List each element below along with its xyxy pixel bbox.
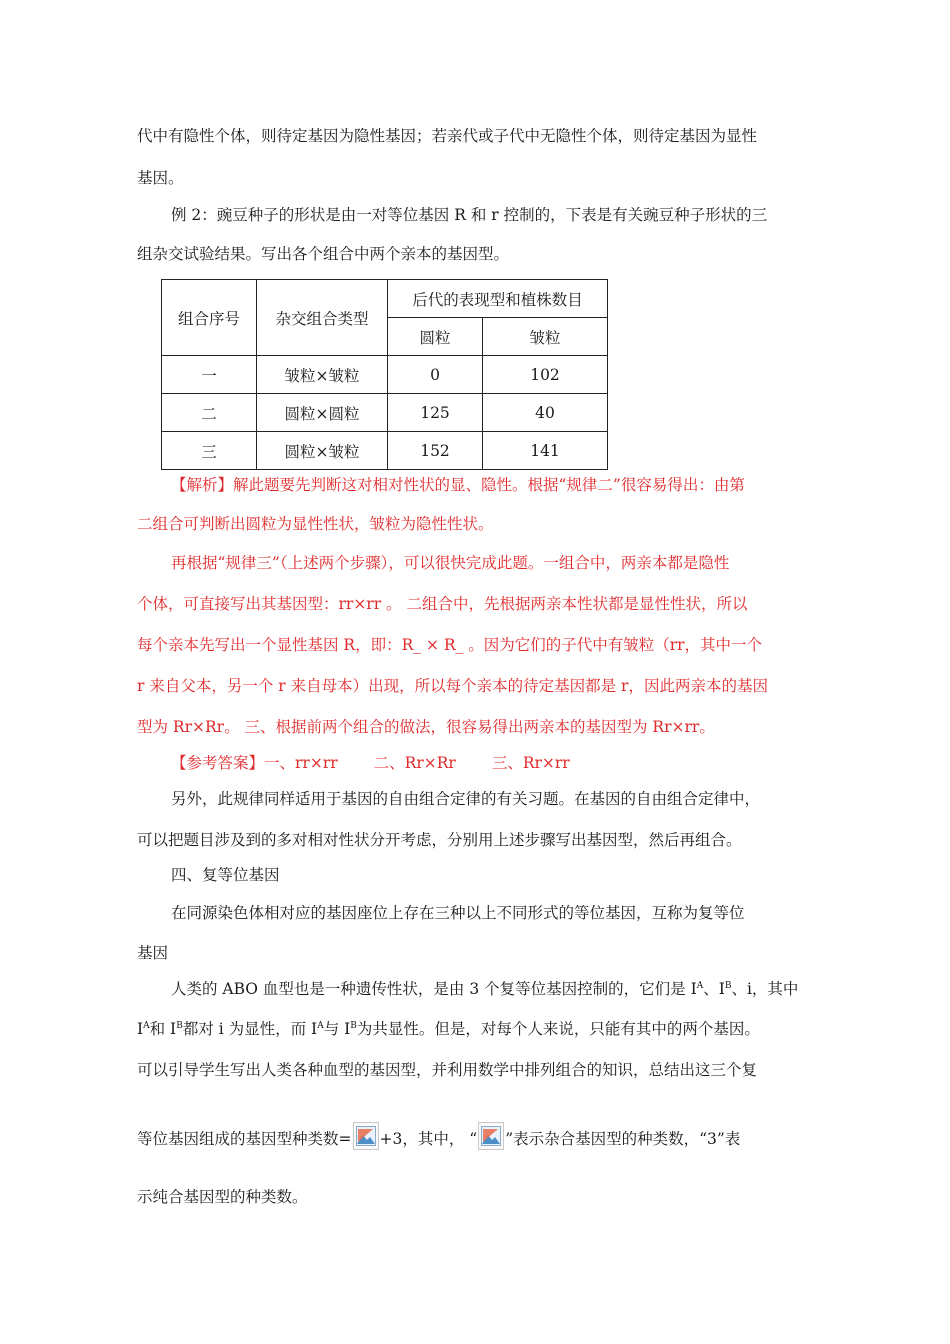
answer-line bbox=[171, 752, 817, 774]
answer-1: 一、rr×rr bbox=[264, 754, 338, 772]
header-offspring: 后代的表现型和植株数目 bbox=[388, 280, 608, 318]
cell-group: 三 bbox=[162, 432, 257, 470]
cell-cross-type: 圆粒×圆粒 bbox=[257, 394, 388, 432]
analysis-line-5: 每个亲本先写出一个显性基因 R，即：R_ × R_ 。因为它们的子代中有皱粒（rr，其中一个 bbox=[137, 636, 763, 654]
cell-round: 152 bbox=[388, 432, 483, 470]
analysis-line-6: r 来自父本，另一个 r 来自母本）出现，所以每个亲本的待定基因都是 r，因此两亲本的基因 bbox=[137, 677, 768, 695]
cell-cross-type: 圆粒×皱粒 bbox=[257, 432, 388, 470]
free-combination-line-1: 另外，此规律同样适用于基因的自由组合定律的有关习题。在基因的自由组合定律中， bbox=[171, 790, 761, 808]
analysis-line-1: 【解析】解此题要先判断这对相对性状的显、隐性。根据“规律二”很容易得出：由第 bbox=[171, 476, 745, 494]
free-combination-line-2: 可以把题目涉及到的多对相对性状分开考虑，分别用上述步骤写出基因型，然后再组合。 bbox=[137, 831, 742, 849]
cell-group: 二 bbox=[162, 394, 257, 432]
analysis-line-2: 二组合可判断出圆粒为显性性状，皱粒为隐性性状。 bbox=[137, 515, 494, 533]
multiple-alleles-def-line-2: 基因 bbox=[137, 944, 169, 962]
abo-line-2: $I^A$和 $I^B$都对 i 为显性，而 $I^A$与 $I^B$为共显性。但是，对每个人来说，只能有其中的两个基因。 bbox=[137, 1020, 760, 1038]
broken-image-icon bbox=[353, 1122, 379, 1150]
header-group: 组合序号 bbox=[162, 280, 257, 356]
cell-wrinkled: 40 bbox=[483, 394, 608, 432]
cell-round: 125 bbox=[388, 394, 483, 432]
analysis-line-7: 型为 Rr×Rr。 三、根据前两个组合的做法，很容易得出两亲本的基因型为 Rr×rr。 bbox=[137, 718, 715, 736]
abo-line-3: 可以引导学生写出人类各种血型的基因型，并利用数学中排列组合的知识，总结出这三个复 bbox=[137, 1061, 758, 1079]
intro-line-2: 基因。 bbox=[137, 169, 184, 187]
section4-title: 四、复等位基因 bbox=[171, 866, 280, 884]
example2-line-1: 例 2：豌豆种子的形状是由一对等位基因 R 和 r 控制的，下表是有关豌豆种子形状的三 bbox=[171, 206, 768, 224]
example2-line-2: 组杂交试验结果。写出各个组合中两个亲本的基因型。 bbox=[137, 245, 510, 263]
intro-line-1: 代中有隐性个体，则待定基因为隐性基因；若亲代或子代中无隐性个体，则待定基因为显性 bbox=[137, 127, 758, 145]
multiple-alleles-def-line-1: 在同源染色体相对应的基因座位上存在三种以上不同形式的等位基因，互称为复等位 bbox=[171, 904, 745, 922]
cell-group: 一 bbox=[162, 356, 257, 394]
table-row bbox=[162, 394, 608, 432]
cell-round: 0 bbox=[388, 356, 483, 394]
analysis-line-3: 再根据“规律三”（上述两个步骤），可以很快完成此题。一组合中，两亲本都是隐性 bbox=[171, 554, 730, 572]
table-row bbox=[162, 356, 608, 394]
header-cross-type: 杂交组合类型 bbox=[257, 280, 388, 356]
cell-cross-type: 皱粒×皱粒 bbox=[257, 356, 388, 394]
abo-line-5: 示纯合基因型的种类数。 bbox=[137, 1188, 308, 1206]
subheader-wrinkled: 皱粒 bbox=[483, 318, 608, 356]
cell-wrinkled: 102 bbox=[483, 356, 608, 394]
abo-line-4: 等位基因组成的基因型种类数= +3，其中， “ ”表示杂合基因型的种类数，“3”表 bbox=[137, 1122, 817, 1152]
broken-image-icon bbox=[478, 1122, 504, 1150]
analysis-line-4: 个体，可直接写出其基因型：rr×rr 。 二组合中，先根据两亲本性状都是显性性状，所以 bbox=[137, 595, 748, 613]
answer-2: 二、Rr×Rr bbox=[373, 754, 456, 772]
subheader-round: 圆粒 bbox=[388, 318, 483, 356]
answer-3: 三、Rr×rr bbox=[491, 754, 570, 772]
cross-results-table bbox=[161, 279, 608, 470]
cell-wrinkled: 141 bbox=[483, 432, 608, 470]
abo-line-1: 人类的 ABO 血型也是一种遗传性状，是由 3 个复等位基因控制的，它们是 $I^A$、$I^B$、i，其中 bbox=[171, 980, 799, 998]
table-row bbox=[162, 432, 608, 470]
answer-label: 【参考答案】 bbox=[171, 754, 265, 772]
